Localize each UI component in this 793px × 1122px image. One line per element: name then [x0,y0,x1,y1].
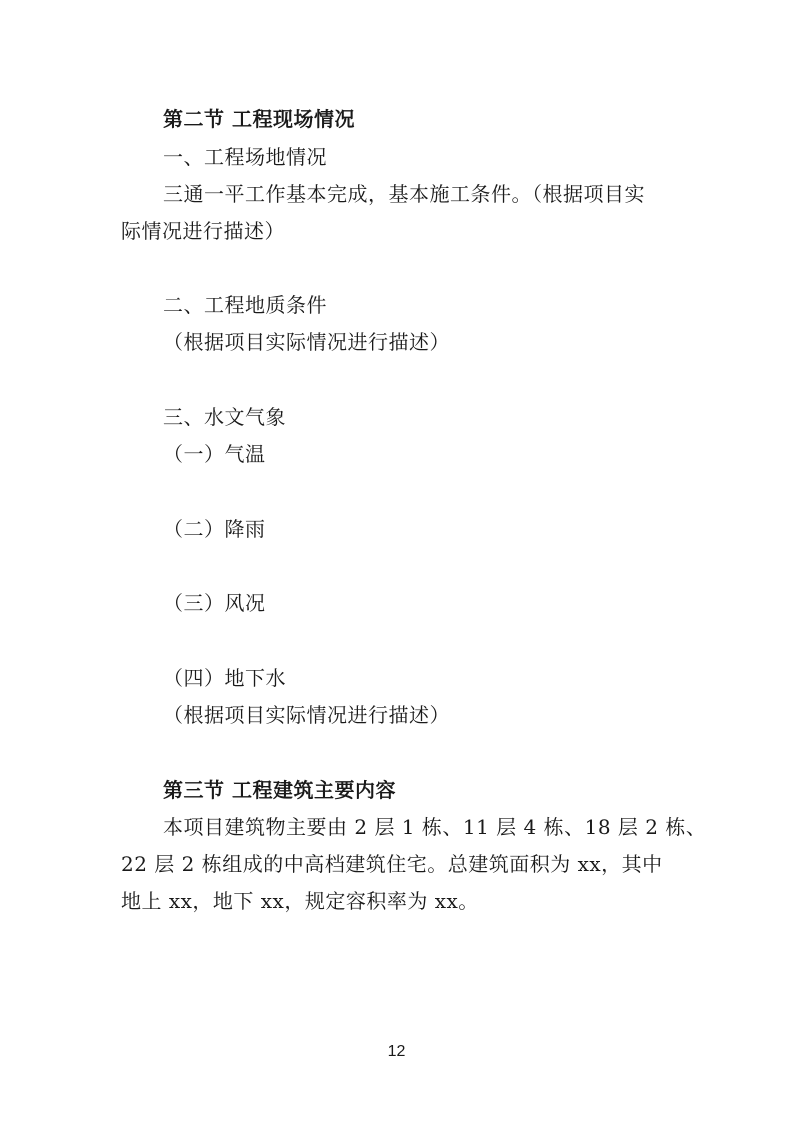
hydro-note: （根据项目实际情况进行描述） [163,703,450,727]
site-conditions-body-line2: 际情况进行描述） [121,219,285,243]
section-3-body-line3: 地上 xx，地下 xx，规定容积率为 xx。 [121,889,479,913]
hydro-title: 三、水文气象 [163,405,286,429]
section-3-body-line1: 本项目建筑物主要由 2 层 1 栋、11 层 4 栋、18 层 2 栋、 [163,815,707,839]
hydro-item-temperature: （一）气温 [163,442,266,466]
section-3-heading: 第三节 工程建筑主要内容 [163,778,396,802]
hydro-item-groundwater: （四）地下水 [163,666,286,690]
site-conditions-title: 一、工程场地情况 [163,145,327,169]
site-conditions-body-line1: 三通一平工作基本完成，基本施工条件。（根据项目实 [163,182,645,206]
page-number: 12 [387,1043,406,1060]
section-3-body-line2: 22 层 2 栋组成的中高档建筑住宅。总建筑面积为 xx，其中 [121,852,663,876]
geology-title: 二、工程地质条件 [163,293,327,317]
hydro-item-wind: （三）风况 [163,591,266,615]
hydro-item-rainfall: （二）降雨 [163,517,266,541]
section-2-heading: 第二节 工程现场情况 [163,107,355,131]
geology-note: （根据项目实际情况进行描述） [163,330,450,354]
